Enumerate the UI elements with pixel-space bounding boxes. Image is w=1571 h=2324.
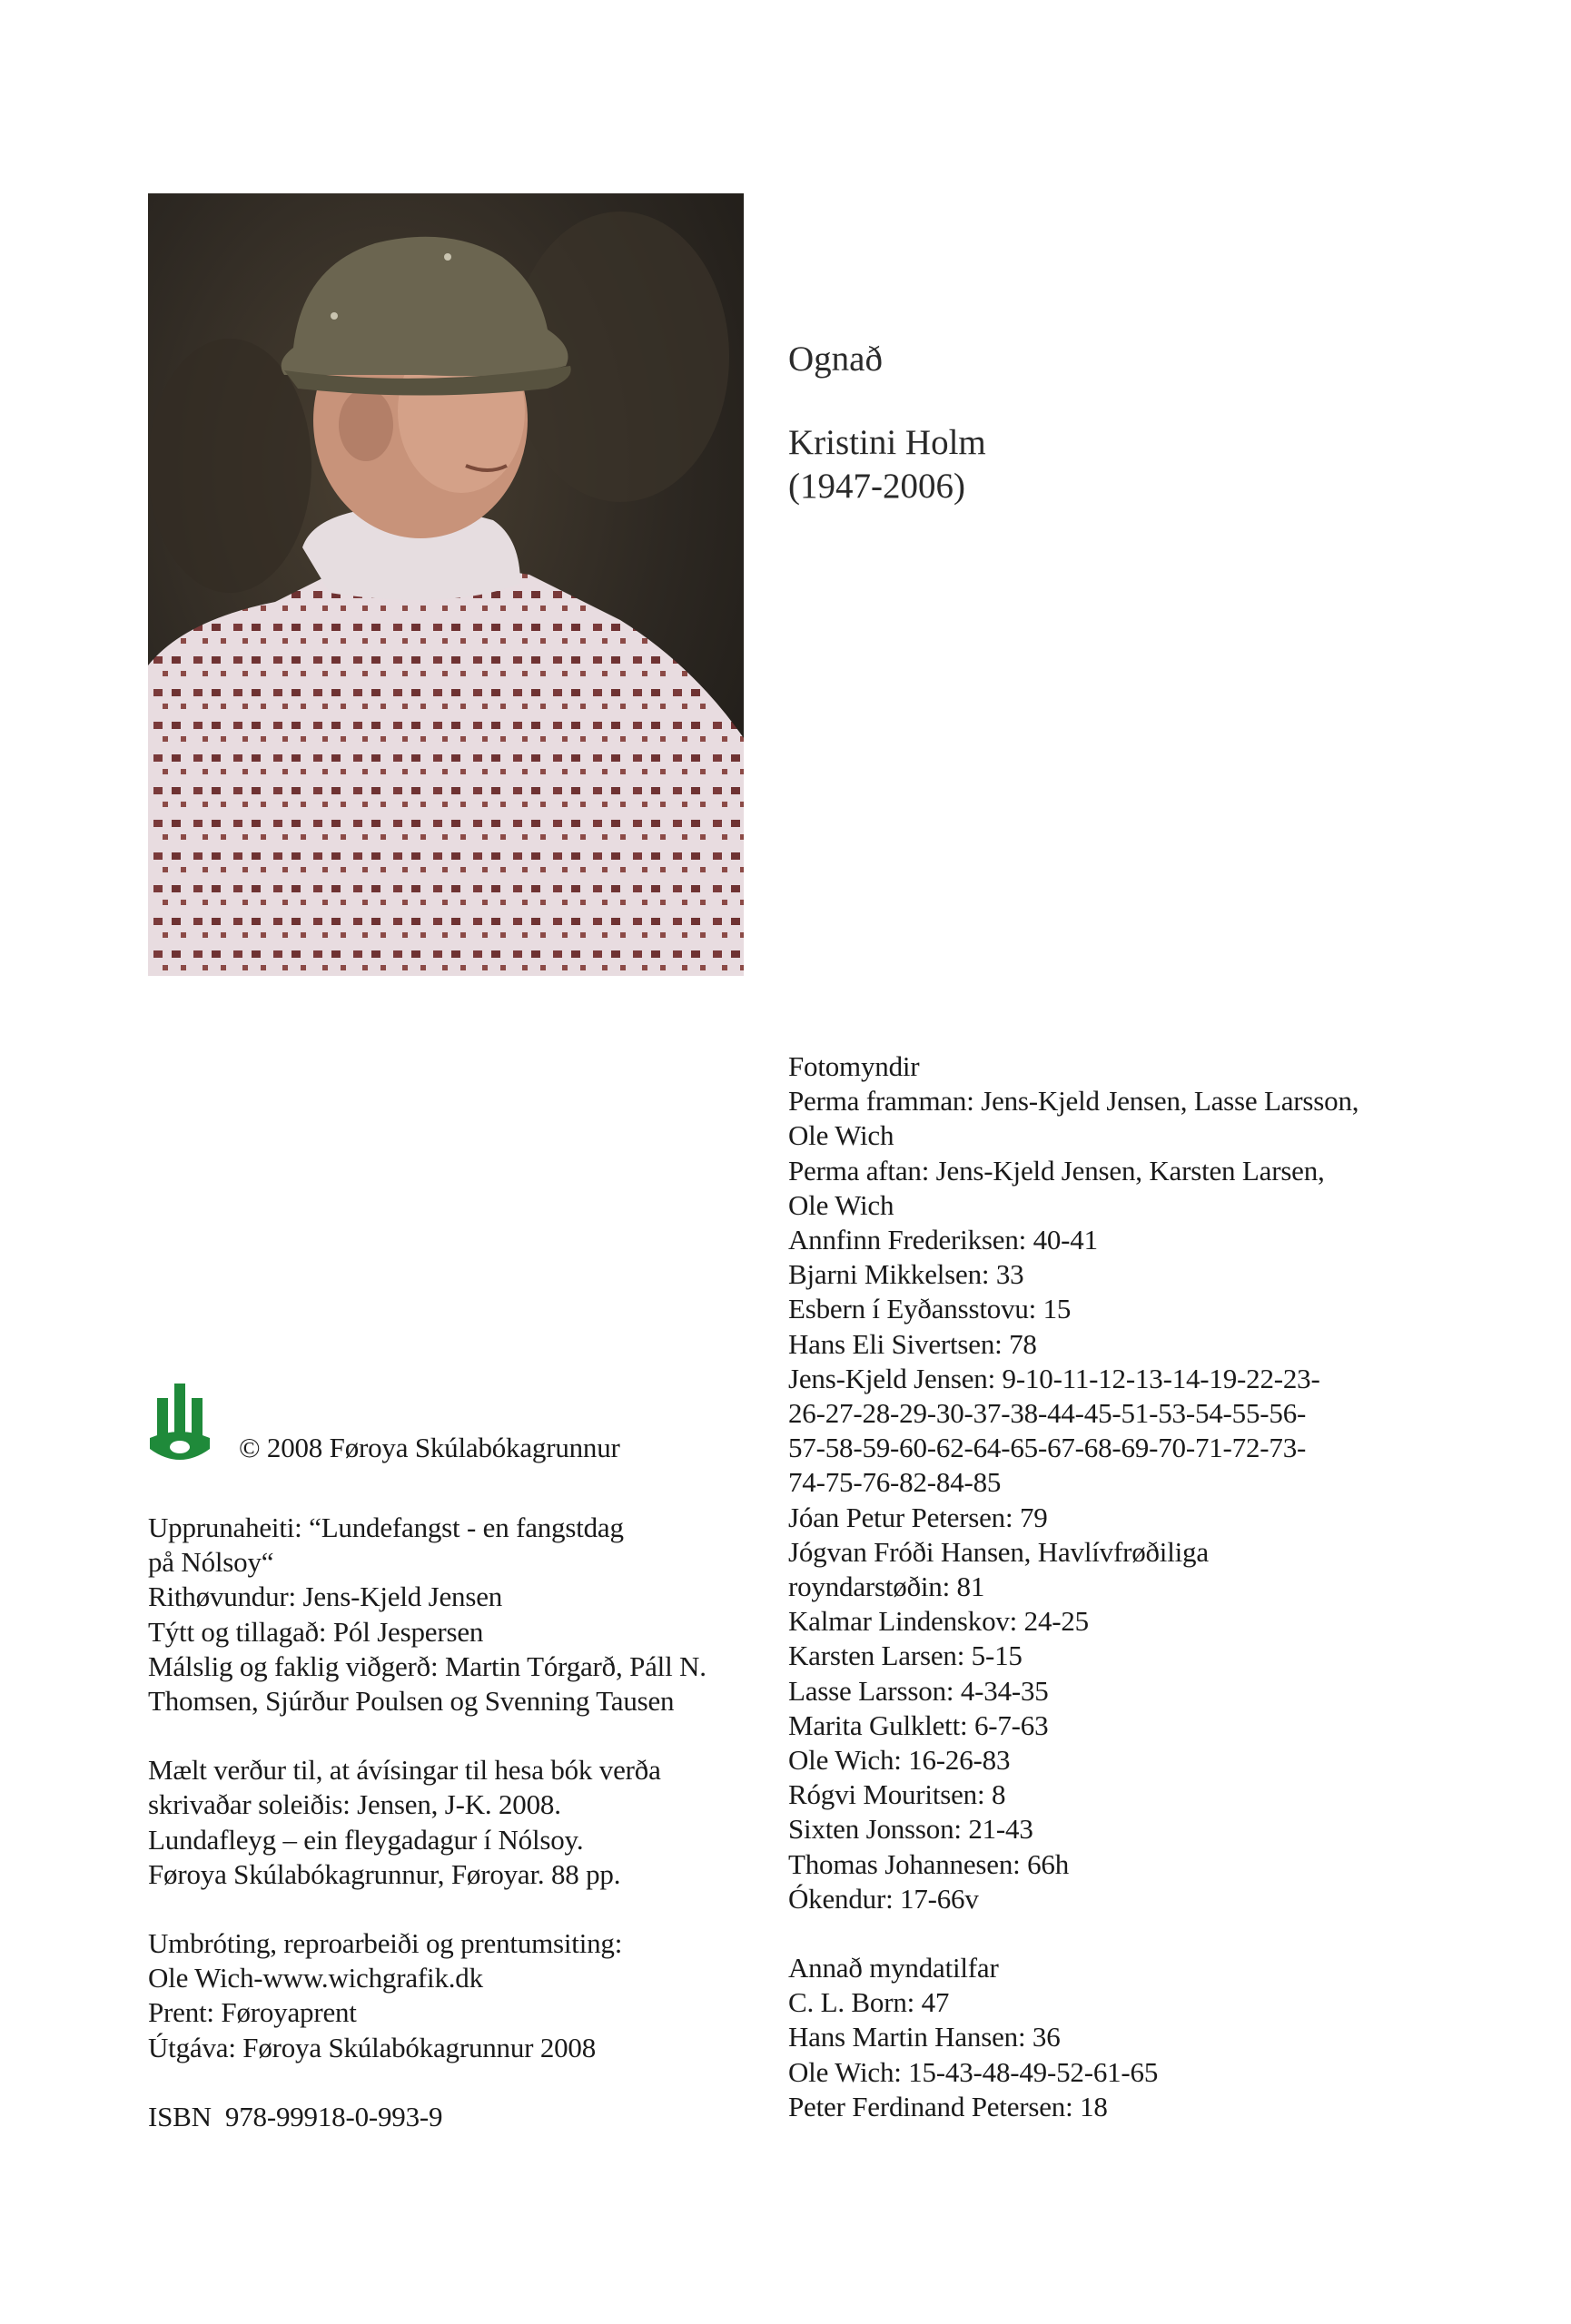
production-line: Prent: Føroyaprent [148,1996,357,2029]
credit-line: 57-58-59-60-62-64-65-67-68-69-70-71-72-73- [788,1432,1307,1464]
credit-line: Perma aftan: Jens-Kjeld Jensen, Karsten Larsen, [788,1154,1325,1187]
production-line: Umbróting, reproarbeiði og prentumsiting: [148,1927,623,1960]
publisher-logo-icon [148,1382,212,1471]
credit-line: Jens-Kjeld Jensen: 9-10-11-12-13-14-19-22-23- [788,1362,1320,1394]
dedication-years: (1947-2006) [788,467,965,506]
credit-line: Rógvi Mouritsen: 8 [788,1778,1006,1811]
publisher-block [148,1380,766,2134]
credit-line: Lasse Larsson: 4-34-35 [788,1674,1049,1707]
citation-line: Føroya Skúlabókagrunnur, Føroyar. 88 pp. [148,1857,621,1890]
colophon-line: Rithøvundur: Jens-Kjeld Jensen [148,1581,503,1613]
colophon-line: på Nólsoy“ [148,1546,274,1579]
credit-line: Hans Eli Sivertsen: 78 [788,1327,1037,1360]
credit-line: Marita Gulklett: 6-7-63 [788,1709,1049,1741]
credit-line: 74-75-76-82-84-85 [788,1466,1002,1499]
other-credit-line: C. L. Born: 47 [788,1986,950,2019]
photo-credits [788,1049,1533,2124]
credit-line: Thomas Johannesen: 66h [788,1847,1069,1880]
dedication-title: Ognað [788,340,883,379]
production [148,1926,766,2065]
credit-line: Ole Wich [788,1188,894,1221]
copyright-text: © 2008 Føroya Skúlabókagrunnur [239,1431,620,1463]
colophon-line: Upprunaheiti: “Lundefangst - en fangstdag [148,1512,624,1543]
spacer [788,1916,1533,1951]
credit-line: 26-27-28-29-30-37-38-44-45-51-53-54-55-56- [788,1397,1307,1430]
credit-line: Annfinn Frederiksen: 40-41 [788,1224,1098,1256]
credit-line: royndarstøðin: 81 [788,1571,985,1603]
isbn: ISBN 978-99918-0-993-9 [148,2100,443,2132]
other-credit-line: Hans Martin Hansen: 36 [788,2021,1061,2053]
dedication-name: Kristini Holm [788,423,986,462]
citation-line: Mælt verður til, at ávísingar til hesa bók verða [148,1754,661,1787]
credit-line: Ole Wich [788,1119,894,1152]
credit-line: Perma framman: Jens-Kjeld Jensen, Lasse Larsson, [788,1085,1359,1118]
portrait-photo-icon [148,193,744,976]
other-credit-line: Ole Wich: 15-43-48-49-52-61-65 [788,2055,1159,2088]
other-heading: Annað myndatilfar [788,1952,999,1984]
other-credit-line: Peter Ferdinand Petersen: 18 [788,2090,1108,2122]
production-line: Útgáva: Føroya Skúlabókagrunnur 2008 [148,2031,597,2063]
credit-line: Sixten Jonsson: 21-43 [788,1813,1033,1846]
credit-line: Ókendur: 17-66v [788,1882,979,1915]
credit-line: Kalmar Lindenskov: 24-25 [788,1605,1089,1638]
credit-line: Karsten Larsen: 5-15 [788,1640,1023,1672]
credit-line: Jóan Petur Petersen: 79 [788,1501,1048,1533]
credits-heading: Fotomyndir [788,1050,920,1082]
colophon-line: Málslig og faklig viðgerð: Martin Tórgarð, Páll N. [148,1649,706,1682]
colophon-line: Týtt og tillagað: Pól Jespersen [148,1615,484,1648]
credit-line: Jógvan Fróði Hansen, Havlívfrøðiliga [788,1535,1209,1568]
dedication [788,338,986,508]
citation [148,1753,766,1892]
credit-line: Esbern í Eyðansstovu: 15 [788,1293,1072,1325]
portrait-photo [148,193,744,976]
colophon [148,1511,766,1718]
citation-line: skrivaðar soleiðis: Jensen, J-K. 2008. [148,1788,561,1821]
credit-line: Bjarni Mikkelsen: 33 [788,1258,1024,1291]
citation-line: Lundafleyg – ein fleygadagur í Nólsoy. [148,1823,584,1856]
production-line: Ole Wich-www.wichgrafik.dk [148,1962,483,1994]
colophon-line: Thomsen, Sjúrður Poulsen og Svenning Tausen [148,1685,675,1718]
credit-line: Ole Wich: 16-26-83 [788,1744,1011,1777]
publisher-header [148,1380,766,1471]
